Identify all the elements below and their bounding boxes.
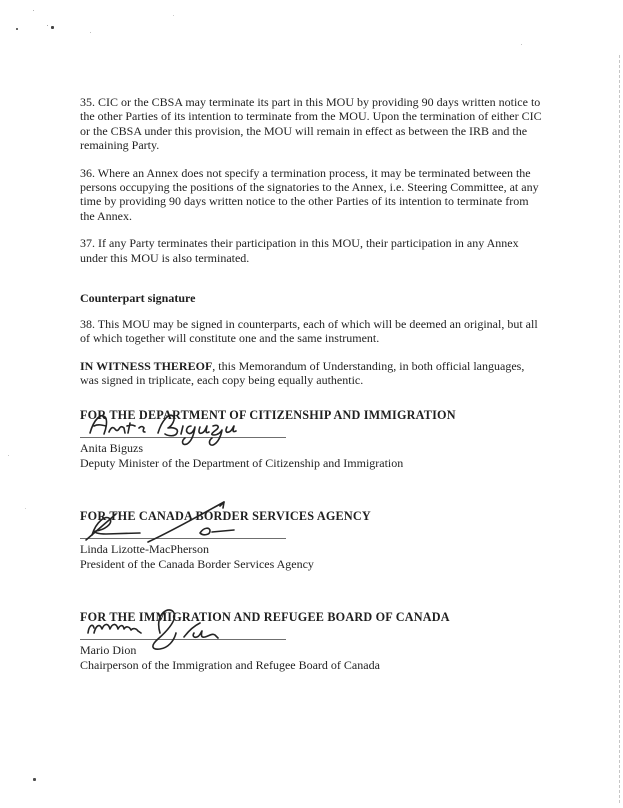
- signature-block-heading: FOR THE IMMIGRATION AND REFUGEE BOARD OF CANADA: [80, 609, 450, 624]
- signatory-title: Chairperson of the Immigration and Refugee Board of Canada: [80, 657, 380, 672]
- signature-block-heading: FOR THE DEPARTMENT OF CITIZENSHIP AND IMMIGRATION: [80, 407, 456, 422]
- signature-line: [80, 422, 286, 438]
- scan-speck: [173, 15, 174, 16]
- scan-speck: [33, 10, 34, 11]
- signature-line: [80, 523, 286, 539]
- paragraph-35: 35. CIC or the CBSA may terminate its part in this MOU by providing 90 days written notice to the other Parties of its intention to terminate from the MOU. Upon the termination of either CIC or the CBSA under this provision, the MOU will remain in effect as between the IRB and the remaining Party.: [80, 95, 542, 153]
- witness-clause-rest: , this Memorandum of Understanding, in both official languages, was signed in triplicate, each copy being equally authentic.: [80, 358, 525, 388]
- signatory-name: Anita Biguzs: [80, 440, 143, 455]
- signatory-name: Mario Dion: [80, 642, 137, 657]
- signature-block-cbsa: [80, 509, 542, 571]
- signature-line: [80, 624, 286, 640]
- scan-speck: [51, 26, 54, 29]
- section-heading-counterpart-signature: Counterpart signature: [80, 291, 196, 306]
- document-body: [80, 95, 542, 672]
- scan-speck: [8, 455, 9, 456]
- signature-block-cic: [80, 408, 542, 470]
- signatory-name: Linda Lizotte-MacPherson: [80, 541, 209, 556]
- signatory-title: Deputy Minister of the Department of Citizenship and Immigration: [80, 455, 404, 470]
- witness-clause-bold-lead: IN WITNESS THEREOF: [80, 358, 213, 373]
- scan-speck: [47, 25, 48, 26]
- scan-speck: [16, 28, 18, 30]
- signature-block-heading: FOR THE CANADA BORDER SERVICES AGENCY: [80, 508, 371, 523]
- paragraph-37: 37. If any Party terminates their participation in this MOU, their participation in any Annex under this MOU is also terminated.: [80, 236, 519, 265]
- witness-clause: [80, 359, 542, 388]
- signatory-title: President of the Canada Border Services Agency: [80, 556, 314, 571]
- signature-block-irb: [80, 610, 542, 672]
- paragraph-38: 38. This MOU may be signed in counterparts, each of which will be deemed an original, but all of which together will constitute one and the same instrument.: [80, 317, 538, 346]
- scan-speck: [33, 778, 36, 781]
- scan-edge-artifact: [619, 55, 620, 803]
- scan-speck: [25, 508, 26, 509]
- scan-speck: [521, 44, 522, 45]
- scan-speck: [90, 32, 91, 33]
- paragraph-36: 36. Where an Annex does not specify a termination process, it may be terminated between the persons occupying the positions of the signatories to the Annex, i.e. Steering Committee, at any time by providing 90 days written notice to the other Parties of its intention to terminate from the Annex.: [80, 165, 539, 223]
